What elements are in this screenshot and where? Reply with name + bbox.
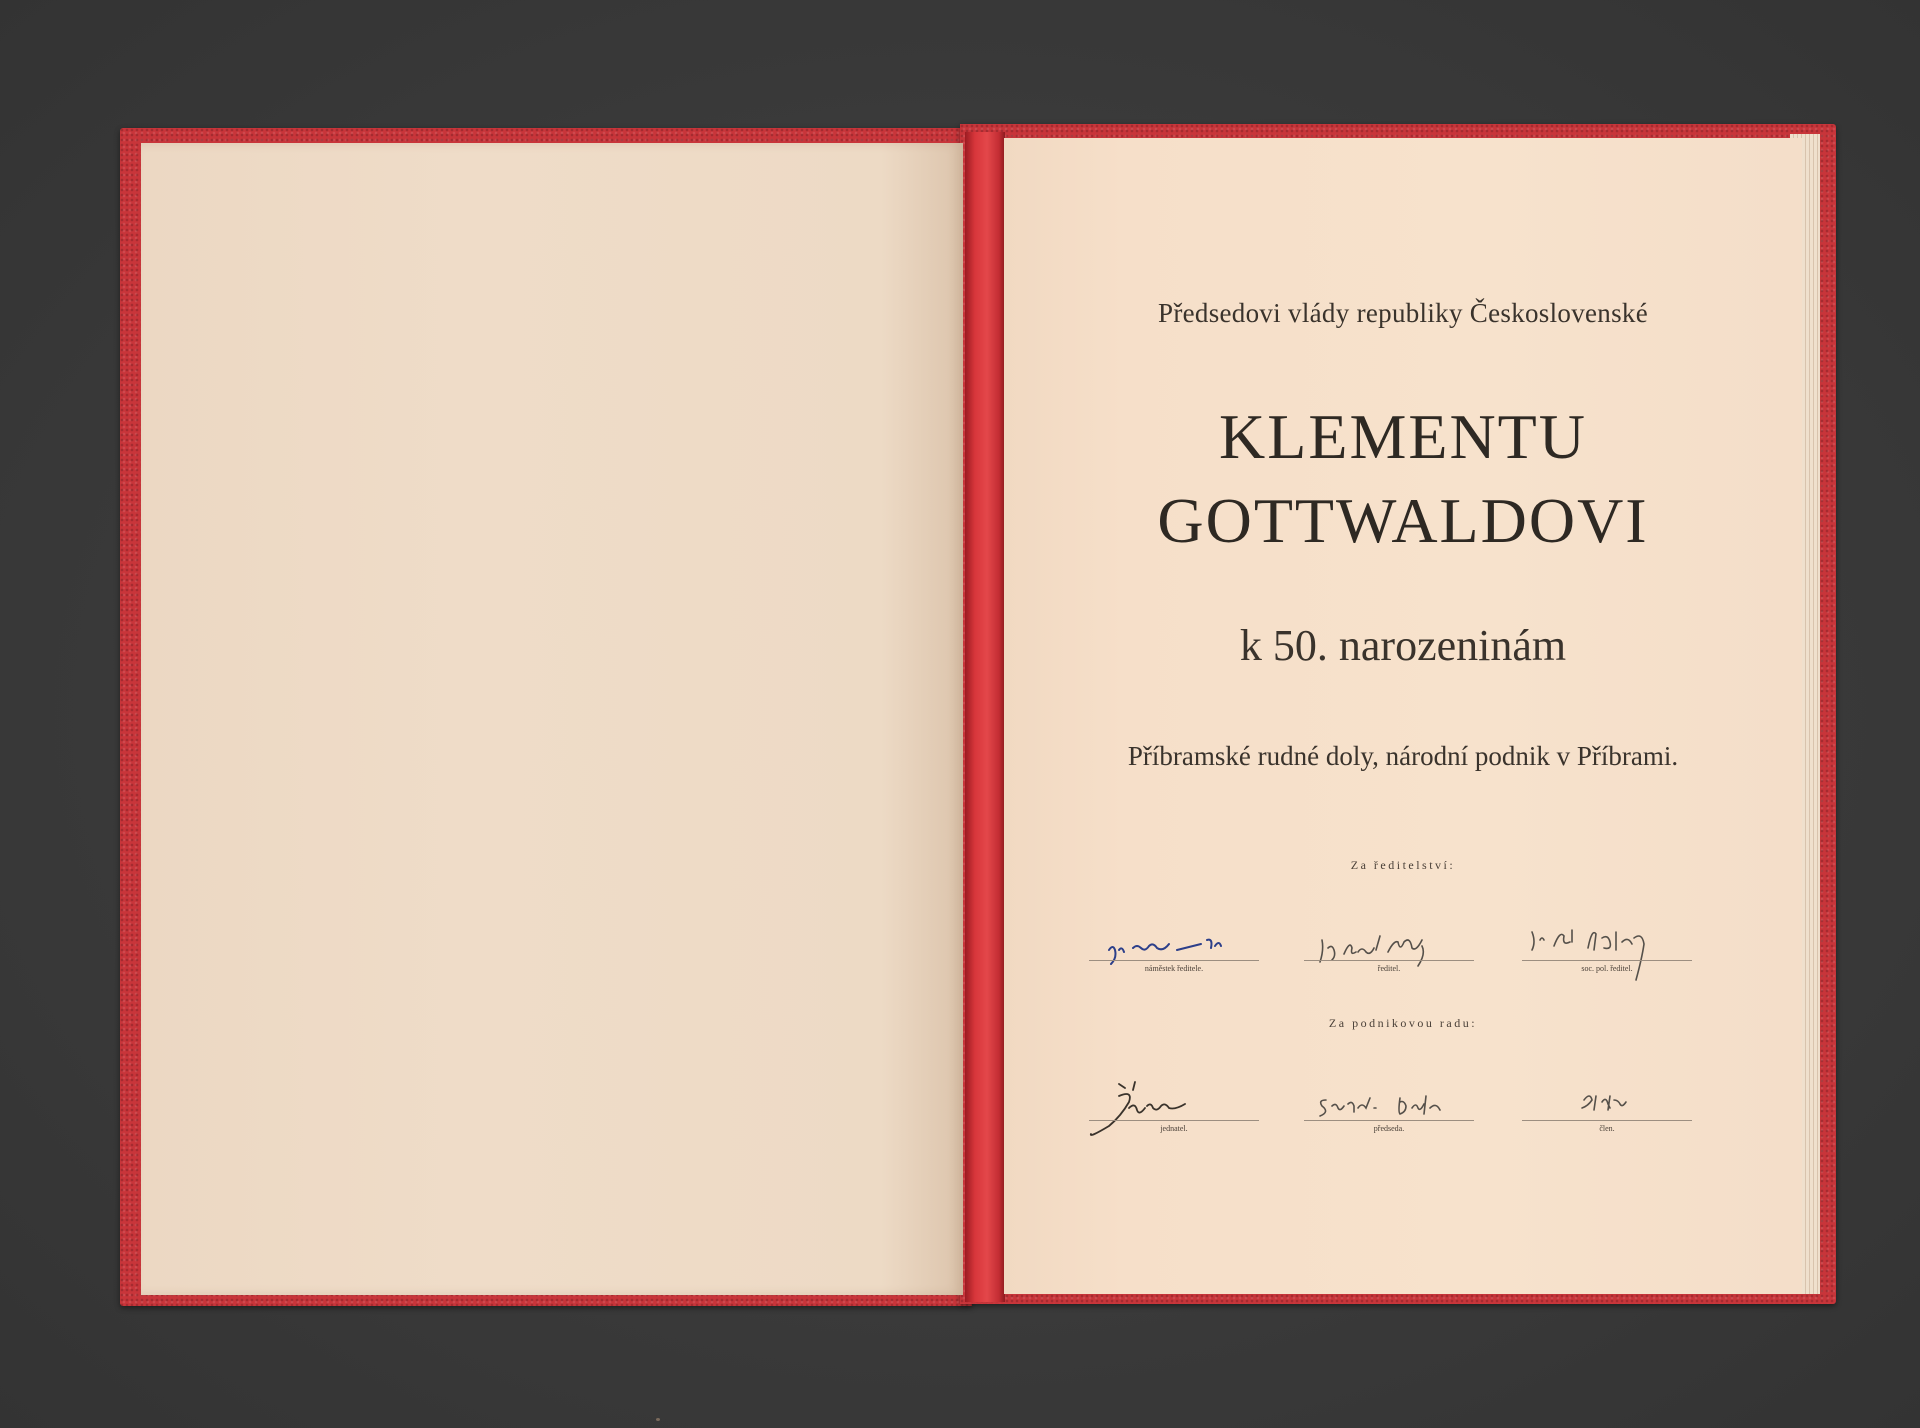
company-line: Příbramské rudné doly, národní podnik v Příbrami.	[1127, 741, 1679, 771]
dedication-page	[1004, 138, 1802, 1294]
paper-speck	[656, 1418, 660, 1421]
signature-member	[1522, 1078, 1692, 1138]
occasion-line: k 50. narozeninám	[1239, 621, 1567, 670]
management-heading: Za ředitelství:	[1350, 858, 1456, 872]
recipient-last-name: GOTTWALDOVI	[1157, 485, 1649, 556]
signature-director	[1304, 918, 1474, 978]
signatory-role: jednatel.	[1160, 1124, 1188, 1133]
signature-social-director	[1522, 918, 1692, 978]
blank-left-page	[141, 143, 963, 1295]
book-spine	[965, 132, 1005, 1302]
signatory-role: soc. pol. ředitel.	[1581, 964, 1633, 973]
signatory-role: člen.	[1599, 1124, 1615, 1133]
signature-line	[1304, 960, 1474, 961]
signature-deputy-director	[1089, 918, 1259, 978]
signature-line	[1522, 1120, 1692, 1121]
signatory-role: ředitel.	[1377, 964, 1401, 973]
recipient-first-name: KLEMENTU	[1219, 401, 1587, 472]
signature-secretary	[1089, 1078, 1259, 1138]
signature-line	[1089, 1120, 1259, 1121]
signature-line	[1522, 960, 1692, 961]
signatory-role: předseda.	[1373, 1124, 1405, 1133]
dedication-line: Předsedovi vlády republiky Československé	[1158, 298, 1648, 328]
signatory-role: náměstek ředitele.	[1144, 964, 1204, 973]
signature-line	[1304, 1120, 1474, 1121]
signature-chairman	[1304, 1078, 1474, 1138]
signature-line	[1089, 960, 1259, 961]
council-heading: Za podnikovou radu:	[1328, 1016, 1478, 1030]
